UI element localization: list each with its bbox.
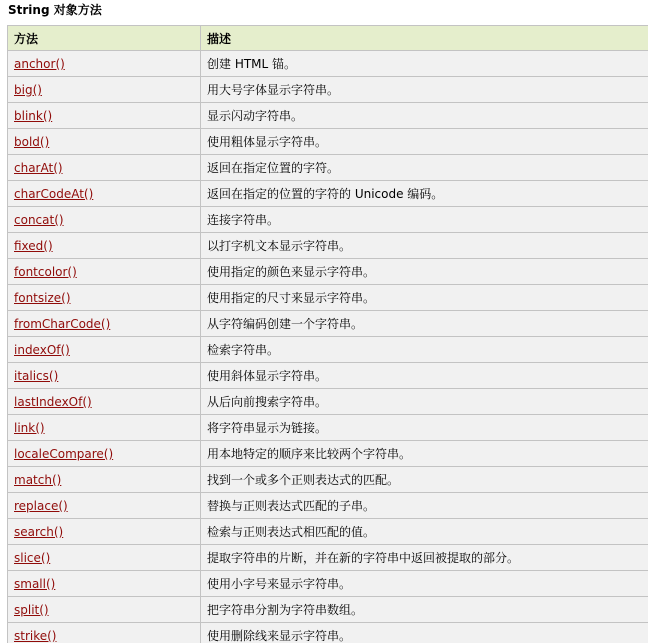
method-cell <box>8 363 201 389</box>
table-row <box>8 415 648 441</box>
method-description: 显示闪动字符串。 <box>201 103 648 129</box>
table-row <box>8 259 648 285</box>
method-cell <box>8 571 201 597</box>
method-link[interactable]: link() <box>14 420 45 435</box>
table-row <box>8 207 648 233</box>
method-cell <box>8 467 201 493</box>
table-row <box>8 623 648 643</box>
table-body <box>8 51 648 643</box>
table-row <box>8 337 648 363</box>
table-row <box>8 519 648 545</box>
method-link[interactable]: anchor() <box>14 56 65 71</box>
method-cell <box>8 623 201 643</box>
method-link[interactable]: indexOf() <box>14 342 70 357</box>
method-cell <box>8 311 201 337</box>
method-link[interactable]: slice() <box>14 550 51 565</box>
method-cell <box>8 207 201 233</box>
method-cell <box>8 51 201 77</box>
method-cell <box>8 415 201 441</box>
method-cell <box>8 545 201 571</box>
method-description: 使用小字号来显示字符串。 <box>201 571 648 597</box>
method-link[interactable]: small() <box>14 576 56 591</box>
table-row <box>8 233 648 259</box>
method-cell <box>8 493 201 519</box>
method-link[interactable]: search() <box>14 524 64 539</box>
method-description: 用大号字体显示字符串。 <box>201 77 648 103</box>
method-description: 返回在指定的位置的字符的 Unicode 编码。 <box>201 181 648 207</box>
table-row <box>8 129 648 155</box>
method-description: 用本地特定的顺序来比较两个字符串。 <box>201 441 648 467</box>
method-link[interactable]: split() <box>14 602 49 617</box>
column-header-description: 描述 <box>201 26 648 51</box>
method-link[interactable]: localeCompare() <box>14 446 114 461</box>
method-cell <box>8 155 201 181</box>
method-link[interactable]: big() <box>14 82 42 97</box>
method-link[interactable]: fromCharCode() <box>14 316 111 331</box>
method-description: 从字符编码创建一个字符串。 <box>201 311 648 337</box>
table-row <box>8 441 648 467</box>
method-description: 把字符串分割为字符串数组。 <box>201 597 648 623</box>
table-row <box>8 467 648 493</box>
method-cell <box>8 337 201 363</box>
table-row <box>8 285 648 311</box>
method-description: 使用指定的尺寸来显示字符串。 <box>201 285 648 311</box>
method-description: 提取字符串的片断，并在新的字符串中返回被提取的部分。 <box>201 545 648 571</box>
method-description: 以打字机文本显示字符串。 <box>201 233 648 259</box>
table-row <box>8 51 648 77</box>
method-cell <box>8 181 201 207</box>
method-description: 使用指定的颜色来显示字符串。 <box>201 259 648 285</box>
table-row <box>8 77 648 103</box>
method-link[interactable]: blink() <box>14 108 53 123</box>
method-description: 检索字符串。 <box>201 337 648 363</box>
method-cell <box>8 77 201 103</box>
method-link[interactable]: fixed() <box>14 238 53 253</box>
method-cell <box>8 389 201 415</box>
method-link[interactable]: match() <box>14 472 62 487</box>
method-description: 使用斜体显示字符串。 <box>201 363 648 389</box>
method-link[interactable]: strike() <box>14 628 57 643</box>
method-link[interactable]: lastIndexOf() <box>14 394 92 409</box>
method-description: 检索与正则表达式相匹配的值。 <box>201 519 648 545</box>
method-description: 连接字符串。 <box>201 207 648 233</box>
method-description: 使用粗体显示字符串。 <box>201 129 648 155</box>
method-description: 找到一个或多个正则表达式的匹配。 <box>201 467 648 493</box>
method-cell <box>8 103 201 129</box>
method-cell <box>8 441 201 467</box>
method-description: 返回在指定位置的字符。 <box>201 155 648 181</box>
table-row <box>8 389 648 415</box>
method-description: 创建 HTML 锚。 <box>201 51 648 77</box>
method-link[interactable]: fontsize() <box>14 290 71 305</box>
string-methods-table <box>7 25 648 643</box>
method-cell <box>8 259 201 285</box>
method-cell <box>8 233 201 259</box>
method-link[interactable]: replace() <box>14 498 68 513</box>
method-link[interactable]: italics() <box>14 368 59 383</box>
table-row <box>8 493 648 519</box>
method-description: 从后向前搜索字符串。 <box>201 389 648 415</box>
table-row <box>8 545 648 571</box>
method-cell <box>8 597 201 623</box>
method-cell <box>8 129 201 155</box>
method-link[interactable]: fontcolor() <box>14 264 77 279</box>
method-link[interactable]: charAt() <box>14 160 63 175</box>
table-row <box>8 155 648 181</box>
method-description: 替换与正则表达式匹配的子串。 <box>201 493 648 519</box>
method-link[interactable]: charCodeAt() <box>14 186 94 201</box>
method-cell <box>8 285 201 311</box>
table-row <box>8 363 648 389</box>
table-header-row <box>8 26 648 51</box>
method-link[interactable]: bold() <box>14 134 50 149</box>
table-row <box>8 311 648 337</box>
method-link[interactable]: concat() <box>14 212 64 227</box>
method-description: 将字符串显示为链接。 <box>201 415 648 441</box>
table-row <box>8 181 648 207</box>
column-header-method: 方法 <box>8 26 201 51</box>
method-cell <box>8 519 201 545</box>
table-row <box>8 103 648 129</box>
table-row <box>8 571 648 597</box>
table-row <box>8 597 648 623</box>
method-description: 使用删除线来显示字符串。 <box>201 623 648 643</box>
page-title: String 对象方法 <box>8 3 102 17</box>
